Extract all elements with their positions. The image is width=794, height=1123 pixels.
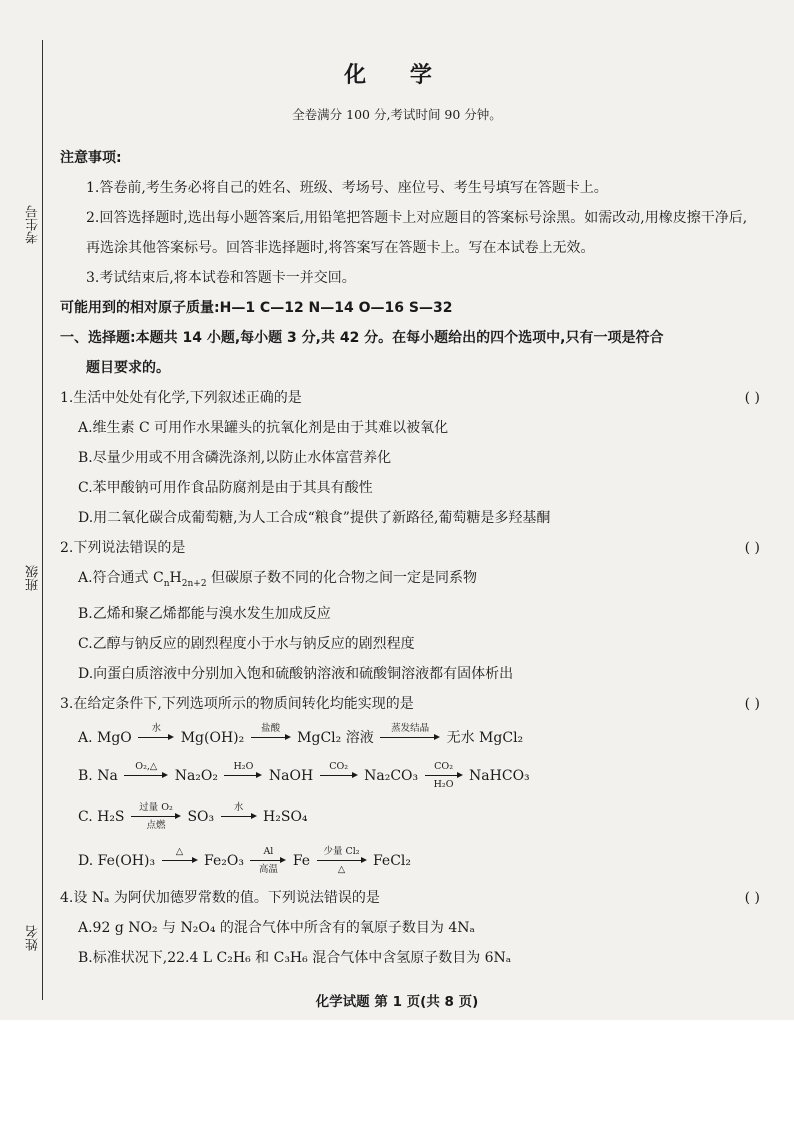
answer-parenthesis: ( ) <box>744 695 760 712</box>
species: NaOH <box>268 767 314 784</box>
answer-parenthesis: ( ) <box>744 889 760 906</box>
q3-option-d <box>60 839 760 883</box>
reaction-arrow <box>320 762 358 790</box>
q2-a-sub: 2n+2 <box>181 578 207 589</box>
side-label-exam-no: 考生号 <box>26 205 41 244</box>
species: H₂SO₄ <box>263 808 308 825</box>
q3-option-b <box>60 757 760 795</box>
side-label-class: 班级 <box>26 565 41 591</box>
q2-a-part: 但碳原子数不同的化合物之间一定是同系物 <box>206 570 477 586</box>
page-title: 化 学 <box>344 63 450 88</box>
arrow-label: 蒸发结晶 <box>391 722 430 734</box>
q2-stem <box>60 533 760 563</box>
section-heading: 一、选择题:本题共 14 小题,每小题 3 分,共 42 分。在每小题给出的四个选项中,只有一项是符合 <box>60 330 664 346</box>
reaction-arrow <box>124 762 168 790</box>
arrow-label: 水 <box>151 722 161 734</box>
q1-option-c: C.苯甲酸钠可用作食品防腐剂是由于其具有酸性 <box>78 480 373 496</box>
q2-option-d: D.向蛋白质溶液中分别加入饱和硫酸钠溶液和硫酸铜溶液都有固体析出 <box>78 665 514 682</box>
species: Na₂CO₃ <box>364 767 419 784</box>
species: Na₂O₂ <box>174 767 219 784</box>
q2-option-b: B.乙烯和聚乙烯都能与溴水发生加成反应 <box>78 605 331 622</box>
page-subtitle: 全卷满分 100 分,考试时间 90 分钟。 <box>292 107 502 122</box>
q4-stem <box>60 883 760 913</box>
q1-stem <box>60 383 760 413</box>
q4-option-a: A.92 g NO₂ 与 N₂O₄ 的混合气体中所含有的氧原子数目为 4Nₐ <box>78 919 475 936</box>
arrow-label: 盐酸 <box>261 722 281 734</box>
reaction-arrow <box>425 762 463 790</box>
q2-option-a <box>60 563 760 599</box>
q2-a-part: A.符合通式 C <box>78 570 164 586</box>
atomic-masses: 可能用到的相对原子质量:H—1 C—12 N—14 O—16 S—32 <box>60 300 453 316</box>
arrow-label: H₂O <box>433 778 454 790</box>
q1-option-a: A.维生素 C 可用作水果罐头的抗氧化剂是由于其难以被氧化 <box>78 420 449 436</box>
notes-heading: 注意事项: <box>60 150 122 166</box>
species: FeCl₂ <box>372 852 412 869</box>
arrow-label: CO₂ <box>329 760 349 772</box>
species: A. MgO <box>78 729 132 746</box>
species: D. Fe(OH)₃ <box>78 852 156 869</box>
q4-option-b: B.标准状况下,22.4 L C₂H₆ 和 C₃H₆ 混合气体中含氢原子数目为 6Nₐ <box>78 949 512 966</box>
species: NaHCO₃ <box>469 767 530 784</box>
q1-option-b: B.尽量少用或不用含磷洗涤剂,以防止水体富营养化 <box>78 450 392 466</box>
q3-stem <box>60 689 760 719</box>
reaction-arrow <box>221 803 257 831</box>
arrow-label: △ <box>337 863 346 875</box>
species: 无水 MgCl₂ <box>446 729 524 746</box>
side-label-name: 姓名 <box>26 925 41 951</box>
reaction-arrow <box>250 847 286 875</box>
species: MgCl₂ 溶液 <box>297 729 374 746</box>
q3-option-c <box>60 795 760 839</box>
arrow-label: 高温 <box>258 863 278 875</box>
reaction-arrow <box>162 847 198 875</box>
arrow-label: 少量 Cl₂ <box>323 845 360 857</box>
species: Fe₂O₃ <box>204 852 244 869</box>
q2-a-sub: n <box>163 578 170 589</box>
q3-option-a <box>60 719 760 757</box>
exam-content <box>60 143 760 973</box>
page-footer: 化学试题 第 1 页(共 8 页) <box>315 994 479 1010</box>
q1-stem-text: 1.生活中处处有化学,下列叙述正确的是 <box>60 390 302 406</box>
species: Fe <box>292 852 311 869</box>
section-heading-cont: 题目要求的。 <box>86 360 170 376</box>
species: C. H₂S <box>78 808 125 825</box>
q2-a-part: H <box>169 570 182 586</box>
species: B. Na <box>78 767 118 784</box>
q4-stem-text: 4.设 Nₐ 为阿伏加德罗常数的值。下列说法错误的是 <box>60 889 380 906</box>
reaction-arrow <box>317 847 367 875</box>
reaction-arrow <box>131 803 181 831</box>
q3-stem-text: 3.在给定条件下,下列选项所示的物质间转化均能实现的是 <box>60 695 414 712</box>
arrow-label: Al <box>263 845 274 857</box>
species: Mg(OH)₂ <box>180 729 245 746</box>
q2-stem-text: 2.下列说法错误的是 <box>60 540 186 556</box>
arrow-label: 点燃 <box>146 819 166 831</box>
arrow-label: 水 <box>233 801 244 813</box>
note-3: 3.考试结束后,将本试卷和答题卡一并交回。 <box>86 270 356 286</box>
reaction-arrow <box>224 762 262 790</box>
q2-option-c: C.乙醇与钠反应的剧烈程度小于水与钠反应的剧烈程度 <box>78 635 415 652</box>
arrow-label: H₂O <box>233 760 254 772</box>
q1-option-d: D.用二氧化碳合成葡萄糖,为人工合成“粮食”提供了新路径,葡萄糖是多羟基酮 <box>78 510 551 526</box>
arrow-label: O₂,△ <box>135 760 158 772</box>
reaction-arrow <box>251 724 291 752</box>
answer-parenthesis: ( ) <box>744 390 760 406</box>
arrow-label: 过量 O₂ <box>139 801 173 813</box>
reaction-arrow <box>380 724 440 752</box>
species: SO₃ <box>187 808 215 825</box>
answer-parenthesis: ( ) <box>744 540 760 556</box>
arrow-label: △ <box>175 845 184 857</box>
note-2: 2.回答选择题时,选出每小题答案后,用铅笔把答题卡上对应题目的答案标号涂黑。如需改动,用橡皮擦干净后,再选涂其他答案标号。回答非选择题时,将答案写在答题卡上。写在本试卷上无效。 <box>86 210 748 256</box>
arrow-label: CO₂ <box>434 760 454 772</box>
reaction-arrow <box>138 724 174 752</box>
binding-line <box>42 40 44 1000</box>
note-1: 1.答卷前,考生务必将自己的姓名、班级、考场号、座位号、考生号填写在答题卡上。 <box>86 180 608 196</box>
